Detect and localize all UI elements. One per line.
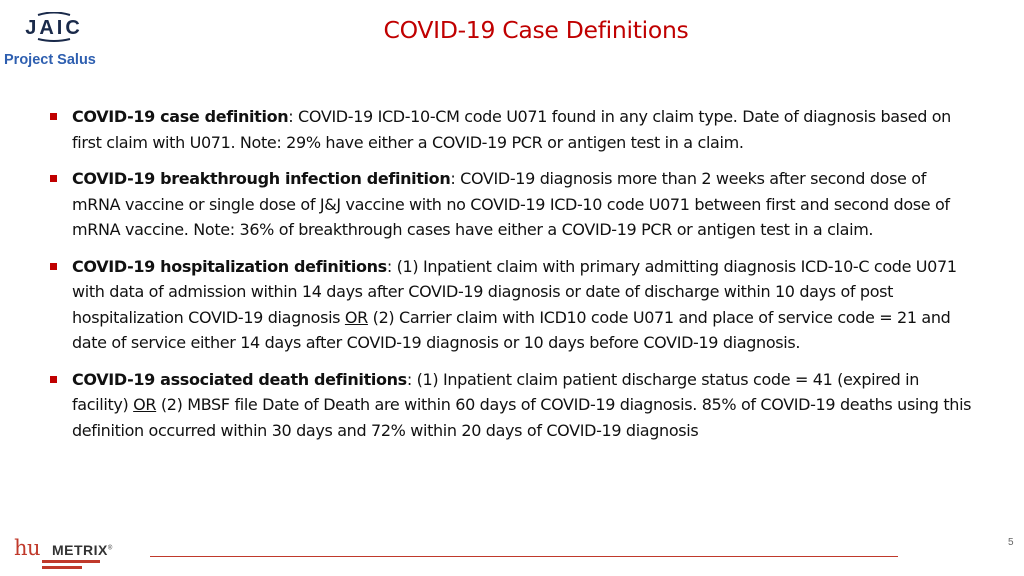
humetrix-logo-metrix bbox=[52, 542, 113, 558]
bullet-text: : (1) Inpatient claim patient discharge status code = 41 (expired in facility) bbox=[72, 369, 920, 414]
or-connector: OR bbox=[344, 307, 368, 327]
bullet-text: (2) MBSF file Date of Death are within 60 days of COVID-19 diagnosis. 85% of COVID-19 deaths using this definition occurred within 30 days and 72% within 20 days of COVID-19 diagnosis bbox=[72, 395, 972, 440]
or-connector: OR bbox=[133, 395, 157, 414]
bullet-term: COVID-19 hospitalization definitions bbox=[72, 256, 387, 276]
list-item-death-definitions bbox=[48, 367, 978, 444]
bullet-text: : COVID-19 diagnosis more than 2 weeks after second dose of mRNA vaccine or single dose of J&J vaccine with no COVID-19 ICD-10 code U071 between first and second dose of mRNA vaccine. Note: 36% of breakthrough cases have either a COVID-19 PCR or antigen test in a claim. bbox=[72, 169, 950, 239]
bullet-text: : (1) Inpatient claim with primary admitting diagnosis ICD-10-C code U071 with data of admission within 14 days after COVID-19 diagnosis or date of discharge within 10 days of post hospitalization COVID-19 diagnosis bbox=[72, 256, 957, 327]
jaic-logo-text: JAIC bbox=[25, 17, 83, 39]
trademark-mark: ® bbox=[107, 545, 113, 552]
logo-stripe bbox=[42, 560, 100, 563]
bullet-term: COVID-19 breakthrough infection definition bbox=[72, 169, 451, 188]
list-item-case-definition bbox=[48, 104, 978, 155]
bullet-text: : COVID-19 ICD-10-CM code U071 found in any claim type. Date of diagnosis based on first claim with U071. Note: 29% have either a COVID-19 PCR or antigen test in a claim. bbox=[72, 107, 951, 152]
humetrix-logo-metrix-text: METRIX bbox=[52, 542, 108, 558]
humetrix-logo bbox=[14, 536, 164, 572]
definition-list bbox=[48, 104, 978, 454]
footer-divider bbox=[150, 556, 898, 557]
bullet-text: (2) Carrier claim with ICD10 code U071 and place of service code = 21 and date of service either 14 days after COVID-19 diagnosis or 10 days before COVID-19 diagnosis. bbox=[72, 307, 951, 352]
humetrix-logo-hu: hu bbox=[14, 536, 41, 560]
logo-stripe bbox=[42, 566, 82, 569]
slide-title: COVID-19 Case Definitions bbox=[383, 16, 689, 44]
list-item-breakthrough-definition bbox=[48, 166, 978, 243]
bullet-marker bbox=[50, 376, 57, 383]
bullet-term: COVID-19 associated death definitions bbox=[72, 369, 407, 389]
page-number: 5 bbox=[1008, 537, 1014, 548]
bullet-marker bbox=[50, 175, 57, 182]
bullet-term: COVID-19 case definition bbox=[72, 107, 289, 126]
project-label: Project Salus bbox=[4, 52, 96, 68]
bullet-marker bbox=[50, 113, 57, 120]
list-item-hospitalization-definitions bbox=[48, 254, 978, 356]
bullet-marker bbox=[50, 263, 57, 270]
